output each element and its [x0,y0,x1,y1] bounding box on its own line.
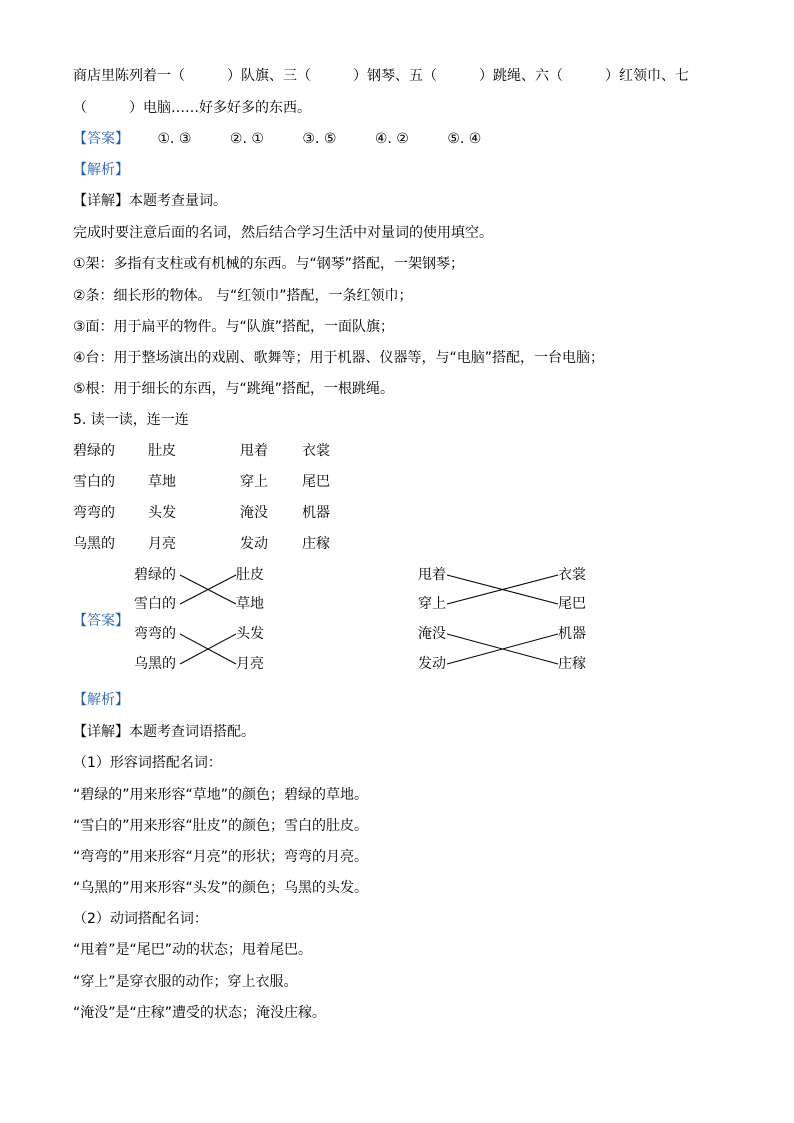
word-cell: 机器 [302,505,330,521]
explanation-item: ②条：细长形的物体。 与“红领巾”搭配，一条红领巾； [73,288,413,304]
match-object: 庄稼 [558,656,586,672]
match-verb: 甩着 [418,567,446,583]
explanation-item: ④台：用于整场演出的戏剧、歌舞等；用于机器、仪器等，与“电脑”搭配，一台电脑； [73,350,605,366]
explanation-item: ①架：多指有支柱或有机械的东西。与“钢琴”搭配，一架钢琴； [73,256,465,272]
word-cell: 乌黑的 [73,536,115,552]
explanation-item: ⑤根：用于细长的东西，与“跳绳”搭配，一根跳绳。 [73,381,395,397]
sub1-item: “弯弯的”用来形容“月亮”的形状；弯弯的月亮。 [73,849,369,865]
match-verb: 发动 [418,656,446,672]
question-text-line1: 商店里陈列着一（ ）队旗、三（ ）钢琴、五（ ）跳绳、六（ ）红领巾、七 [73,68,689,84]
word-cell: 弯弯的 [73,505,115,521]
word-cell: 衣裳 [302,443,330,459]
word-cell: 月亮 [148,536,176,552]
question5-title: 5. 读一读，连一连 [73,412,189,428]
question-text-line2: （ ）电脑……好多好多的东西。 [73,100,311,116]
analysis-label: 【解析】 [73,162,129,178]
detail-label: 【详解】 [73,193,129,209]
explanation-text: 完成时要注意后面的名词，然后结合学习生活中对量词的使用填空。 [73,225,493,241]
word-cell: 草地 [148,474,176,490]
match-verb: 淹没 [418,626,446,642]
word-cell: 尾巴 [302,474,330,490]
match-adj: 乌黑的 [134,656,176,672]
word-cell: 庄稼 [302,536,330,552]
word-cell: 淹没 [240,505,268,521]
match-noun: 头发 [236,626,264,642]
explanation-item: ③面：用于扁平的物件。与“队旗”搭配，一面队旗； [73,319,395,335]
sub1-item: “碧绿的”用来形容“草地”的颜色；碧绿的草地。 [73,787,369,803]
sub1-item: “乌黑的”用来形容“头发”的颜色；乌黑的头发。 [73,880,369,896]
sub2-item: “穿上”是穿衣服的动作；穿上衣服。 [73,974,298,990]
match-adj: 雪白的 [134,596,176,612]
detail-intro: 本题考查量词。 [129,193,227,209]
sub1-title: （1）形容词搭配名词： [73,755,222,771]
q5-answer-label: 【答案】 [73,613,129,629]
answer-item: ④. ② [374,131,409,147]
match-noun: 肚皮 [236,567,264,583]
word-cell: 雪白的 [73,474,115,490]
q5-detail-intro: 本题考查词语搭配。 [129,724,255,740]
word-cell: 甩着 [240,443,268,459]
word-cell: 头发 [148,505,176,521]
match-adj: 弯弯的 [134,626,176,642]
answer-item: ③. ⑤ [302,131,337,147]
answer-item: ⑤. ④ [447,131,482,147]
answer-item: ②. ① [229,131,264,147]
word-cell: 穿上 [240,474,268,490]
match-object: 机器 [558,626,586,642]
q5-analysis-label: 【解析】 [73,692,129,708]
sub2-title: （2）动词搭配名词： [73,911,208,927]
word-cell: 肚皮 [148,443,176,459]
match-object: 衣裳 [558,567,586,583]
match-noun: 草地 [236,596,264,612]
q5-detail-label: 【详解】 [73,724,129,740]
match-object: 尾巴 [558,596,586,612]
word-cell: 碧绿的 [73,443,115,459]
sub1-item: “雪白的”用来形容“肚皮”的颜色；雪白的肚皮。 [73,818,369,834]
match-verb: 穿上 [418,596,446,612]
answer-item: ①. ③ [157,131,192,147]
sub2-item: “淹没”是“庄稼”遭受的状态；淹没庄稼。 [73,1005,327,1021]
q5-detail-row [73,722,255,742]
match-adj: 碧绿的 [134,567,176,583]
sub2-item: “甩着”是“尾巴”动的状态；甩着尾巴。 [73,942,313,958]
answer-label: 【答案】 [73,131,129,147]
match-noun: 月亮 [236,656,264,672]
word-cell: 发动 [240,536,268,552]
